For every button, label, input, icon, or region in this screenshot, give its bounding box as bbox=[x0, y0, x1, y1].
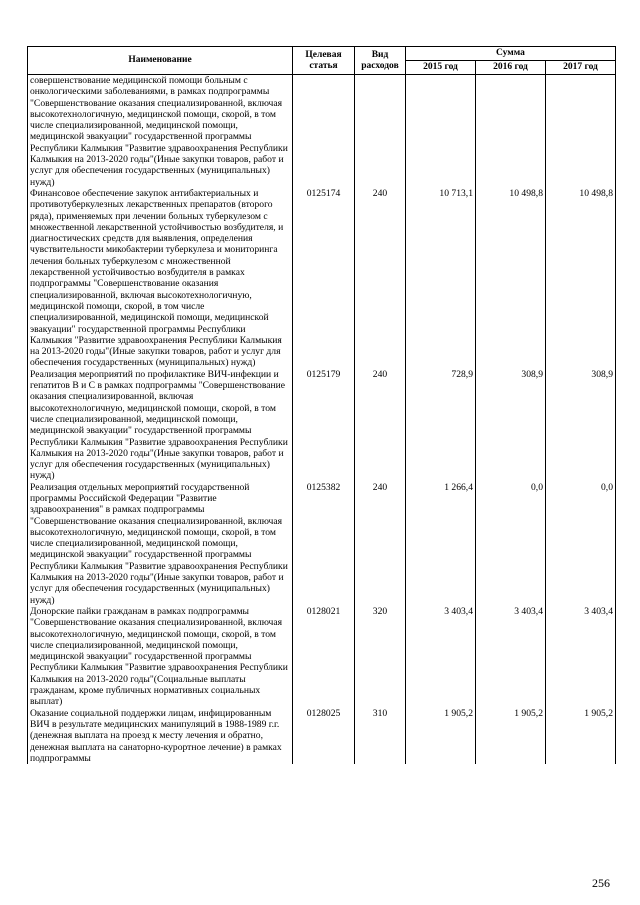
row-target: 0125179 bbox=[293, 369, 355, 482]
row-type: 240 bbox=[355, 188, 406, 369]
header-name: Наименование bbox=[28, 47, 293, 75]
header-type: Вид расходов bbox=[355, 47, 406, 75]
row-2017: 1 905,2 bbox=[546, 708, 616, 764]
row-name: совершенствование медицинской помощи больным с онкологическими заболеваниями, в рамках подпрограммы "Совершенствование оказания специализированной, включая высокотехнологичную, медицинской помощи, скорой, в том числе специализированной, медицинской помощи, медицинской эвакуации" государственной программы Республики Калмыкия "Развитие здравоохранения Республики Калмыкия на 2013-2020 годы"(Иные закупки товаров, работ и услуг для обеспечения государственных (муниципальных) нужд) bbox=[28, 75, 293, 188]
row-2016 bbox=[476, 75, 546, 188]
row-2016: 1 905,2 bbox=[476, 708, 546, 764]
page-number: 256 bbox=[592, 876, 610, 890]
row-target: 0128025 bbox=[293, 708, 355, 764]
row-2016: 308,9 bbox=[476, 369, 546, 482]
row-2016: 0,0 bbox=[476, 482, 546, 606]
row-2017: 0,0 bbox=[546, 482, 616, 606]
table-row bbox=[28, 708, 616, 764]
row-2017: 3 403,4 bbox=[546, 606, 616, 708]
budget-table bbox=[27, 46, 616, 764]
row-2015: 3 403,4 bbox=[406, 606, 476, 708]
row-2015: 10 713,1 bbox=[406, 188, 476, 369]
row-target bbox=[293, 75, 355, 188]
row-type: 310 bbox=[355, 708, 406, 764]
row-name: Оказание социальной поддержки лицам, инфицированным ВИЧ в результате медицинских манипуляций в 1988-1989 г.г. (денежная выплата на проезд к месту лечения и обратно, денежная выплата на санаторно-курортное лечение) в рамках подпрограммы bbox=[28, 708, 293, 764]
row-2016: 10 498,8 bbox=[476, 188, 546, 369]
row-type: 320 bbox=[355, 606, 406, 708]
header-target: Целевая статья bbox=[293, 47, 355, 75]
row-name: Финансовое обеспечение закупок антибактериальных и противотуберкулезных лекарственных препаратов (второго ряда), применяемых при лечении больных туберкулезом с множественной лекарственной устойчивостью возбудителя, и диагностических средств для выявления, определения чувствительности микобактерии туберкулеза и мониторинга лечения больных туберкулезом с множественной лекарственной устойчивостью возбудителя в рамках подпрограммы "Совершенствование оказания специализированной, включая высокотехнологичную, медицинской помощи, скорой, в том числе специализированной, медицинской помощи, медицинской эвакуации" государственной программы Республики Калмыкия "Развитие здравоохранения Республики Калмыкия на 2013-2020 годы"(Иные закупки товаров, работ и услуг для обеспечения государственных (муниципальных) нужд) bbox=[28, 188, 293, 369]
table-row bbox=[28, 75, 616, 188]
row-2017 bbox=[546, 75, 616, 188]
row-type bbox=[355, 75, 406, 188]
header-year-2015: 2015 год bbox=[406, 61, 476, 75]
header-year-2016: 2016 год bbox=[476, 61, 546, 75]
header-year-2017: 2017 год bbox=[546, 61, 616, 75]
row-2017: 308,9 bbox=[546, 369, 616, 482]
row-type: 240 bbox=[355, 482, 406, 606]
row-2017: 10 498,8 bbox=[546, 188, 616, 369]
row-target: 0125174 bbox=[293, 188, 355, 369]
row-target: 0128021 bbox=[293, 606, 355, 708]
row-type: 240 bbox=[355, 369, 406, 482]
row-2015: 1 905,2 bbox=[406, 708, 476, 764]
table-row bbox=[28, 606, 616, 708]
table-row bbox=[28, 482, 616, 606]
row-2015 bbox=[406, 75, 476, 188]
row-2015: 728,9 bbox=[406, 369, 476, 482]
budget-table-page bbox=[27, 46, 615, 764]
row-2015: 1 266,4 bbox=[406, 482, 476, 606]
table-row bbox=[28, 369, 616, 482]
row-name: Реализация мероприятий по профилактике ВИЧ-инфекции и гепатитов B и C в рамках подпрограммы "Совершенствование оказания специализированной, включая высокотехнологичную, медицинской помощи, скорой, в том числе специализированной, медицинской помощи, медицинской эвакуации" государственной программы Республики Калмыкия "Развитие здравоохранения Республики Калмыкия на 2013-2020 годы"(Иные закупки товаров, работ и услуг для обеспечения государственных (муниципальных) нужд) bbox=[28, 369, 293, 482]
row-name: Реализация отдельных мероприятий государственной программы Российской Федерации "Развитие здравоохранения" в рамках подпрограммы "Совершенствование оказания специализированной, включая высокотехнологичную, медицинской помощи, скорой, в том числе специализированной, медицинской помощи, медицинской эвакуации" государственной программы Республики Калмыкия "Развитие здравоохранения Республики Калмыкия на 2013-2020 годы"(Иные закупки товаров, работ и услуг для обеспечения государственных (муниципальных) нужд) bbox=[28, 482, 293, 606]
header-sum: Сумма bbox=[406, 47, 616, 61]
row-target: 0125382 bbox=[293, 482, 355, 606]
row-name: Донорские пайки гражданам в рамках подпрограммы "Совершенствование оказания специализированной, включая высокотехнологичную, медицинской помощи, скорой, в том числе специализированной, медицинской помощи, медицинской эвакуации" государственной программы Республики Калмыкия "Развитие здравоохранения Республики Калмыкия на 2013-2020 годы"(Социальные выплаты гражданам, кроме публичных нормативных социальных выплат) bbox=[28, 606, 293, 708]
table-header bbox=[28, 47, 616, 75]
row-2016: 3 403,4 bbox=[476, 606, 546, 708]
table-row bbox=[28, 188, 616, 369]
